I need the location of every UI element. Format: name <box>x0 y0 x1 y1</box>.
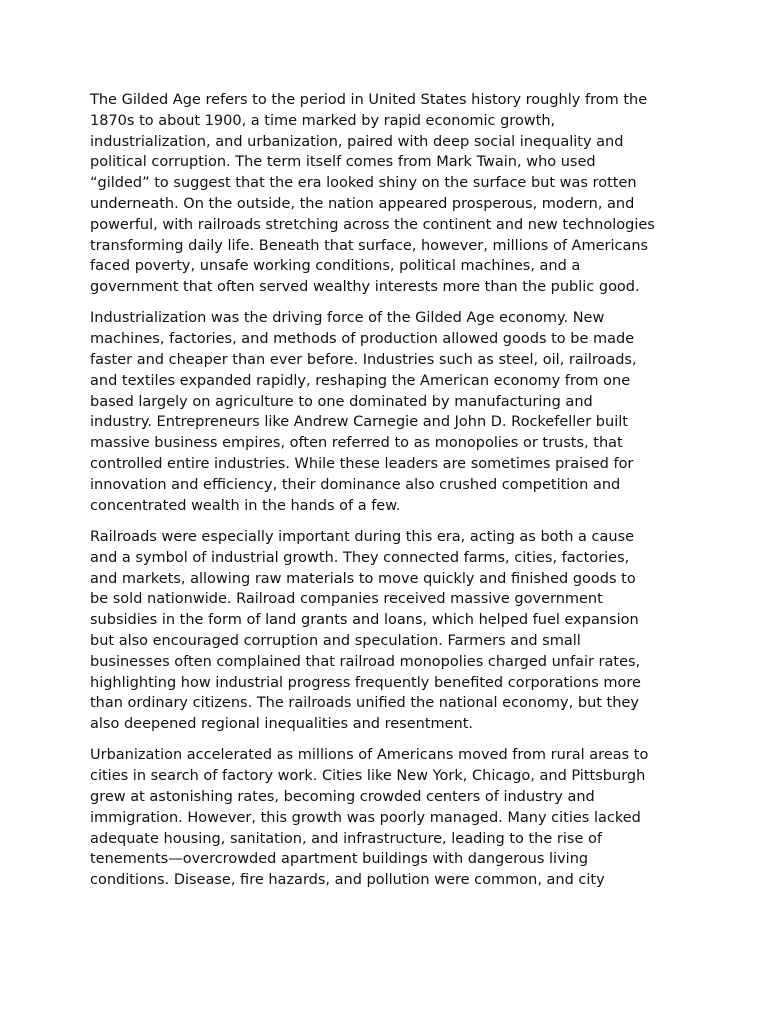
text-line: political corruption. The term itself comes from Mark Twain, who used <box>90 154 596 171</box>
paragraph-1 <box>90 90 682 298</box>
text-line: The Gilded Age refers to the period in United States history roughly from the <box>90 92 648 108</box>
text-line: subsidies in the form of land grants and loans, which helped fuel expansion <box>90 612 639 629</box>
text-line: massive business empires, often referred to as monopolies or trusts, that <box>90 435 623 452</box>
text-line: immigration. However, this growth was poorly managed. Many cities lacked <box>90 809 641 826</box>
paragraph-3 <box>90 527 682 735</box>
text-line: based largely on agriculture to one dominated by manufacturing and <box>90 393 593 410</box>
text-line: faced poverty, unsafe working conditions, political machines, and a <box>90 258 581 275</box>
text-line: and textiles expanded rapidly, reshaping the American economy from one <box>90 372 631 389</box>
paragraph-4 <box>90 745 682 891</box>
text-line: adequate housing, sanitation, and infrastructure, leading to the rise of <box>90 830 602 847</box>
text-line: than ordinary citizens. The railroads unified the national economy, but they <box>90 695 639 712</box>
text-line: machines, factories, and methods of production allowed goods to be made <box>90 331 635 348</box>
text-line: innovation and efficiency, their dominance also crushed competition and <box>90 476 621 493</box>
text-line: Urbanization accelerated as millions of Americans moved from rural areas to <box>90 747 649 764</box>
text-line: industry. Entrepreneurs like Andrew Carnegie and John D. Rockefeller built <box>90 414 628 431</box>
text-line: cities in search of factory work. Cities like New York, Chicago, and Pittsburgh <box>90 768 646 785</box>
text-line: but also encouraged corruption and speculation. Farmers and small <box>90 632 581 649</box>
text-line: government that often served wealthy interests more than the public good. <box>90 279 640 296</box>
text-line: transforming daily life. Beneath that surface, however, millions of Americans <box>90 237 649 254</box>
text-line: controlled entire industries. While these leaders are sometimes praised for <box>90 456 634 473</box>
text-line: faster and cheaper than ever before. Industries such as steel, oil, railroads, <box>90 352 637 369</box>
text-line: conditions. Disease, fire hazards, and pollution were common, and city <box>90 872 605 889</box>
text-line: grew at astonishing rates, becoming crowded centers of industry and <box>90 789 595 805</box>
text-line: powerful, with railroads stretching across the continent and new technologies <box>90 216 655 233</box>
text-line: and a symbol of industrial growth. They connected farms, cities, factories, <box>90 549 630 566</box>
text-line: and markets, allowing raw materials to move quickly and finished goods to <box>90 570 636 587</box>
text-line: be sold nationwide. Railroad companies received massive government <box>90 591 603 608</box>
text-line: businesses often complained that railroad monopolies charged unfair rates, <box>90 653 641 670</box>
paragraph-2 <box>90 308 682 516</box>
text-line: underneath. On the outside, the nation appeared prosperous, modern, and <box>90 195 635 212</box>
text-line: industrialization, and urbanization, paired with deep social inequality and <box>90 133 624 150</box>
text-line: 1870s to about 1900, a time marked by rapid economic growth, <box>90 112 556 129</box>
text-line: Industrialization was the driving force of the Gilded Age economy. New <box>90 310 605 327</box>
text-line: Railroads were especially important during this era, acting as both a cause <box>90 528 635 545</box>
text-line: highlighting how industrial progress frequently benefited corporations more <box>90 674 641 691</box>
text-line: concentrated wealth in the hands of a few. <box>90 497 401 514</box>
text-line: tenements—overcrowded apartment buildings with dangerous living <box>90 851 589 868</box>
text-line: “gilded” to suggest that the era looked shiny on the surface but was rotten <box>90 175 637 192</box>
text-line: also deepened regional inequalities and resentment. <box>90 716 474 733</box>
